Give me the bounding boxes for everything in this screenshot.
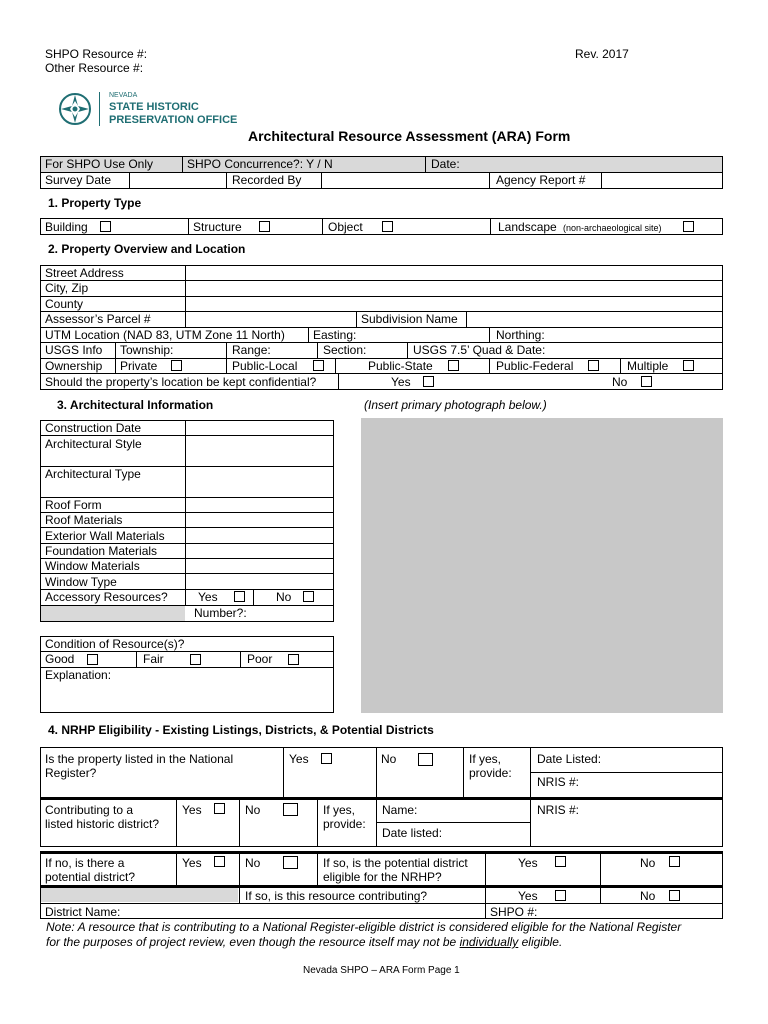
district-name-label: District Name: — [45, 905, 121, 919]
contributing-question-line2: listed historic district? — [45, 817, 160, 831]
multiple-checkbox[interactable] — [683, 360, 694, 371]
potential-no-checkbox[interactable] — [283, 856, 298, 869]
structure-label: Structure — [193, 220, 242, 234]
accessory-yes-label: Yes — [198, 590, 218, 604]
contributing-no-checkbox[interactable] — [283, 803, 298, 816]
admin-date: Date: — [431, 157, 460, 171]
street-address-label: Street Address — [45, 266, 124, 280]
nris-label-b: NRIS #: — [537, 803, 580, 817]
photo-placeholder[interactable] — [361, 418, 723, 713]
township-label: Township: — [120, 343, 174, 357]
fair-label: Fair — [143, 652, 164, 666]
potential-eligible-line1: If so, is the potential district — [323, 856, 468, 870]
potential-question-line2: potential district? — [45, 870, 136, 884]
object-checkbox[interactable] — [382, 221, 393, 232]
private-checkbox[interactable] — [171, 360, 182, 371]
public-federal-label: Public-Federal — [496, 359, 574, 373]
admin-row-2 — [40, 172, 723, 189]
shpo-resource-label: SHPO Resource #: — [45, 47, 148, 61]
confidential-question: Should the property’s location be kept confidential? — [45, 375, 317, 389]
quad-label: USGS 7.5’ Quad & Date: — [413, 343, 546, 357]
window-type-label: Window Type — [45, 575, 117, 589]
roof-form-label: Roof Form — [45, 498, 102, 512]
listed-no-checkbox[interactable] — [418, 753, 433, 766]
accessory-yes-checkbox[interactable] — [234, 591, 245, 602]
if-yes-label-a1: If yes, — [469, 752, 502, 766]
photo-note: (Insert primary photograph below.) — [364, 398, 547, 412]
form-title: Architectural Resource Assessment (ARA) Form — [248, 128, 571, 144]
page-footer: Nevada SHPO – ARA Form Page 1 — [303, 965, 460, 976]
listed-no-label: No — [381, 752, 397, 766]
building-checkbox[interactable] — [100, 221, 111, 232]
survey-date-label: Survey Date — [45, 173, 112, 187]
northing-label: Northing: — [496, 328, 545, 342]
resource-contributing-no-checkbox[interactable] — [669, 890, 680, 901]
if-yes-label-b1: If yes, — [323, 803, 356, 817]
contributing-yes-label: Yes — [182, 803, 202, 817]
foundation-label: Foundation Materials — [45, 544, 158, 558]
ext-wall-label: Exterior Wall Materials — [45, 529, 165, 543]
utm-label: UTM Location (NAD 83, UTM Zone 11 North) — [45, 328, 285, 342]
potential-yes-checkbox[interactable] — [214, 856, 225, 867]
private-label: Private — [120, 359, 158, 373]
potential-question-line1: If no, is there a — [45, 856, 125, 870]
potential-eligible-no-label: No — [640, 856, 656, 870]
landscape-note: (non-archaeological site) — [563, 223, 662, 233]
note-individually: individually — [459, 935, 519, 949]
public-state-label: Public-State — [368, 359, 433, 373]
nris-label-a: NRIS #: — [537, 775, 580, 789]
usgs-info-label: USGS Info — [45, 343, 103, 357]
explanation-label: Explanation: — [45, 668, 112, 682]
section2-heading: 2. Property Overview and Location — [48, 242, 246, 256]
public-state-checkbox[interactable] — [448, 360, 459, 371]
accessory-no-label: No — [276, 590, 292, 604]
resource-contributing-yes-checkbox[interactable] — [555, 890, 566, 901]
building-label: Building — [45, 220, 88, 234]
parcel-label: Assessor’s Parcel # — [45, 312, 151, 326]
poor-label: Poor — [247, 652, 273, 666]
potential-yes-label: Yes — [182, 856, 202, 870]
potential-eligible-yes-checkbox[interactable] — [555, 856, 566, 867]
agency-report-label: Agency Report # — [496, 173, 586, 187]
construction-date-label: Construction Date — [45, 421, 142, 435]
note-line1: Note: A resource that is contributing to a National Register-eligible district is considered eligible for the National Register — [46, 920, 682, 934]
section-label: Section: — [323, 343, 367, 357]
potential-eligible-yes-label: Yes — [518, 856, 538, 870]
contributing-question-line1: Contributing to a — [45, 803, 134, 817]
public-federal-checkbox[interactable] — [588, 360, 599, 371]
other-resource-label: Other Resource #: — [45, 61, 144, 75]
good-label: Good — [45, 652, 75, 666]
logo-line2: PRESERVATION OFFICE — [109, 114, 238, 126]
arch-type-label: Architectural Type — [45, 467, 141, 481]
logo-state: NEVADA — [109, 92, 138, 99]
note-line2-end: eligible. — [518, 935, 563, 949]
ownership-label: Ownership — [45, 359, 103, 373]
landscape-label: Landscape — [498, 220, 557, 234]
potential-eligible-line2: eligible for the NRHP? — [323, 870, 442, 884]
date-listed-lc-label: Date listed: — [382, 826, 443, 840]
listed-yes-label: Yes — [289, 752, 309, 766]
listed-question-line2: Register? — [45, 766, 97, 780]
confidential-yes-label: Yes — [391, 375, 411, 389]
number-label: Number?: — [194, 606, 247, 620]
resource-contributing-yes-label: Yes — [518, 889, 538, 903]
listed-question-line1: Is the property listed in the National — [45, 752, 234, 766]
section3-heading: 3. Architectural Information — [57, 398, 214, 412]
city-zip-label: City, Zip — [45, 281, 89, 295]
date-listed-label: Date Listed: — [537, 752, 602, 766]
confidential-no-checkbox[interactable] — [641, 376, 652, 387]
district-name-field-label: Name: — [382, 803, 418, 817]
contributing-yes-checkbox[interactable] — [214, 803, 225, 814]
logo-line1: STATE HISTORIC — [109, 101, 199, 113]
landscape-checkbox[interactable] — [683, 221, 694, 232]
arch-style-label: Architectural Style — [45, 437, 142, 451]
resource-contributing-question: If so, is this resource contributing? — [245, 889, 428, 903]
recorded-by-label: Recorded By — [232, 173, 302, 187]
accessory-no-checkbox[interactable] — [303, 591, 314, 602]
shpo-number-label: SHPO #: — [490, 905, 538, 919]
note-line2-text: for the purposes of project review, even though the resource itself may not be — [46, 935, 460, 949]
if-yes-label-b2: provide: — [323, 817, 366, 831]
shpo-concurrence: SHPO Concurrence?: Y / N — [187, 157, 333, 171]
section4-heading: 4. NRHP Eligibility - Existing Listings, Districts, & Potential Districts — [48, 723, 434, 737]
potential-no-label: No — [245, 856, 261, 870]
shpo-logo-icon — [58, 92, 92, 126]
note-line2 — [46, 935, 562, 949]
poor-checkbox[interactable] — [288, 654, 299, 665]
multiple-label: Multiple — [627, 359, 669, 373]
listed-yes-checkbox[interactable] — [321, 753, 332, 764]
window-materials-label: Window Materials — [45, 559, 140, 573]
range-label: Range: — [232, 343, 271, 357]
good-checkbox[interactable] — [87, 654, 98, 665]
shpo-use-only: For SHPO Use Only — [45, 157, 154, 171]
accessory-label: Accessory Resources? — [45, 590, 168, 604]
confidential-no-label: No — [612, 375, 628, 389]
revision-label: Rev. 2017 — [575, 47, 629, 61]
county-label: County — [45, 297, 84, 311]
contributing-no-label: No — [245, 803, 261, 817]
number-gray-cell — [41, 606, 185, 621]
roof-materials-label: Roof Materials — [45, 513, 123, 527]
fair-checkbox[interactable] — [190, 654, 201, 665]
if-yes-label-a2: provide: — [469, 766, 512, 780]
section1-heading: 1. Property Type — [48, 196, 142, 210]
resource-contributing-no-label: No — [640, 889, 656, 903]
potential-eligible-no-checkbox[interactable] — [669, 856, 680, 867]
confidential-yes-checkbox[interactable] — [423, 376, 434, 387]
condition-label: Condition of Resource(s)? — [45, 637, 185, 651]
public-local-label: Public-Local — [232, 359, 298, 373]
public-local-checkbox[interactable] — [313, 360, 324, 371]
object-label: Object — [328, 220, 363, 234]
structure-checkbox[interactable] — [259, 221, 270, 232]
easting-label: Easting: — [313, 328, 357, 342]
subdivision-label: Subdivision Name — [361, 312, 458, 326]
